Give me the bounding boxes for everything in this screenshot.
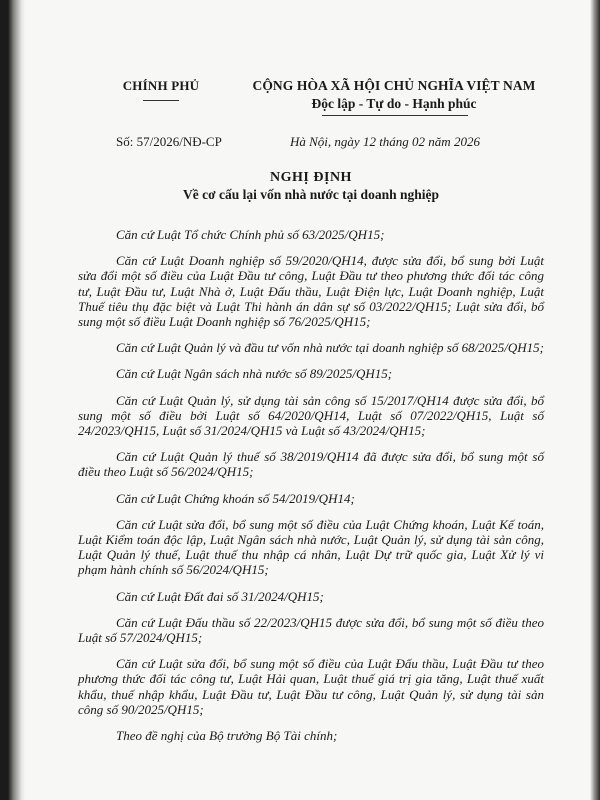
issuing-agency: CHÍNH PHỦ: [122, 78, 200, 93]
agency-underline: [143, 100, 179, 101]
number-date-line: [78, 126, 544, 156]
document-header: [78, 72, 544, 126]
legal-basis-paragraph: Căn cứ Luật Đất đai số 31/2024/QH15;: [116, 588, 324, 604]
legal-basis-paragraph: Căn cứ Luật Chứng khoán số 54/2019/QH14;: [116, 490, 355, 506]
document-page: [78, 72, 544, 754]
place-date: Hà Nội, ngày 12 tháng 02 năm 2026: [290, 134, 480, 149]
proposal-paragraph: Theo đề nghị của Bộ trưởng Bộ Tài chính;: [116, 728, 338, 744]
national-title: CỘNG HÒA XÃ HỘI CHỦ NGHĨA VIỆT NAM: [252, 78, 536, 93]
motto-underline: [322, 115, 468, 116]
legal-basis-paragraph: Căn cứ Luật sửa đổi, bổ sung một số điều của Luật Chứng khoán, Luật Kế toán, Luật Kiểm toán độc lập, Luật Ngân sách nhà nước, Luật Quản lý, sử dụng tài sản công, Luật Quản lý thuế, Luật thuế thu nhập cá nhân, Luật Dự trữ quốc gia, Luật Xử lý vi phạm hành chính số 56/2024/QH15;: [78, 516, 544, 578]
legal-basis-paragraph: Căn cứ Luật Quản lý, sử dụng tài sản công số 15/2017/QH14 được sửa đổi, bổ sung một số điều bởi Luật số 64/2020/QH14, Luật số 07/2022/QH15, Luật số 24/2023/QH15, Luật số 31/2024/QH15 và Luật số 43/2024/QH15;: [78, 392, 544, 439]
legal-basis-paragraph: Căn cứ Luật Quản lý và đầu tư vốn nhà nước tại doanh nghiệp số 68/2025/QH15;: [116, 340, 544, 356]
legal-bases: [78, 227, 544, 743]
document-subject: Về cơ cấu lại vốn nhà nước tại doanh nghiệp: [183, 187, 439, 202]
legal-basis-paragraph: Căn cứ Luật Ngân sách nhà nước số 89/2025/QH15;: [116, 366, 393, 382]
document-type: NGHỊ ĐỊNH: [270, 170, 352, 185]
legal-basis-paragraph: Căn cứ Luật Đấu thầu số 22/2023/QH15 được sửa đổi, bổ sung một số điều theo Luật số 57/2024/QH15;: [78, 614, 544, 646]
national-motto: Độc lập - Tự do - Hạnh phúc: [311, 96, 477, 111]
legal-basis-paragraph: Căn cứ Luật Quản lý thuế số 38/2019/QH14 đã được sửa đổi, bổ sung một số điều theo Luật số 56/2024/QH15;: [78, 449, 544, 480]
legal-basis-paragraph: Căn cứ Luật Tổ chức Chính phủ số 63/2025/QH15;: [116, 227, 385, 242]
document-number: Số: 57/2026/NĐ-CP: [116, 134, 222, 149]
legal-basis-paragraph: Căn cứ Luật sửa đổi, bổ sung một số điều của Luật Đấu thầu, Luật Đầu tư theo phương thức đối tác công tư, Luật Hải quan, Luật thuế giá trị gia tăng, Luật thuế xuất khẩu, thuế nhập khẩu, Luật Đầu tư, Luật Đầu tư công, Luật Quản lý, sử dụng tài sản công số 90/2025/QH15;: [78, 656, 544, 717]
legal-basis-paragraph: Căn cứ Luật Doanh nghiệp số 59/2020/QH14, được sửa đổi, bổ sung bởi Luật sửa đổi một số điều của Luật Đầu tư công, Luật Đầu tư theo phương thức đối tác công tư, Luật Đầu tư, Luật Nhà ở, Luật Đấu thầu, Luật Điện lực, Luật Doanh nghiệp, Luật Thuế tiêu thụ đặc biệt và Luật Thi hành án dân sự số 03/2022/QH15; Luật sửa đổi, bổ sung một số điều Luật Doanh nghiệp số 76/2025/QH15;: [78, 253, 544, 330]
photo-edge-left: [0, 0, 26, 800]
photo-edge-right: [590, 0, 600, 800]
